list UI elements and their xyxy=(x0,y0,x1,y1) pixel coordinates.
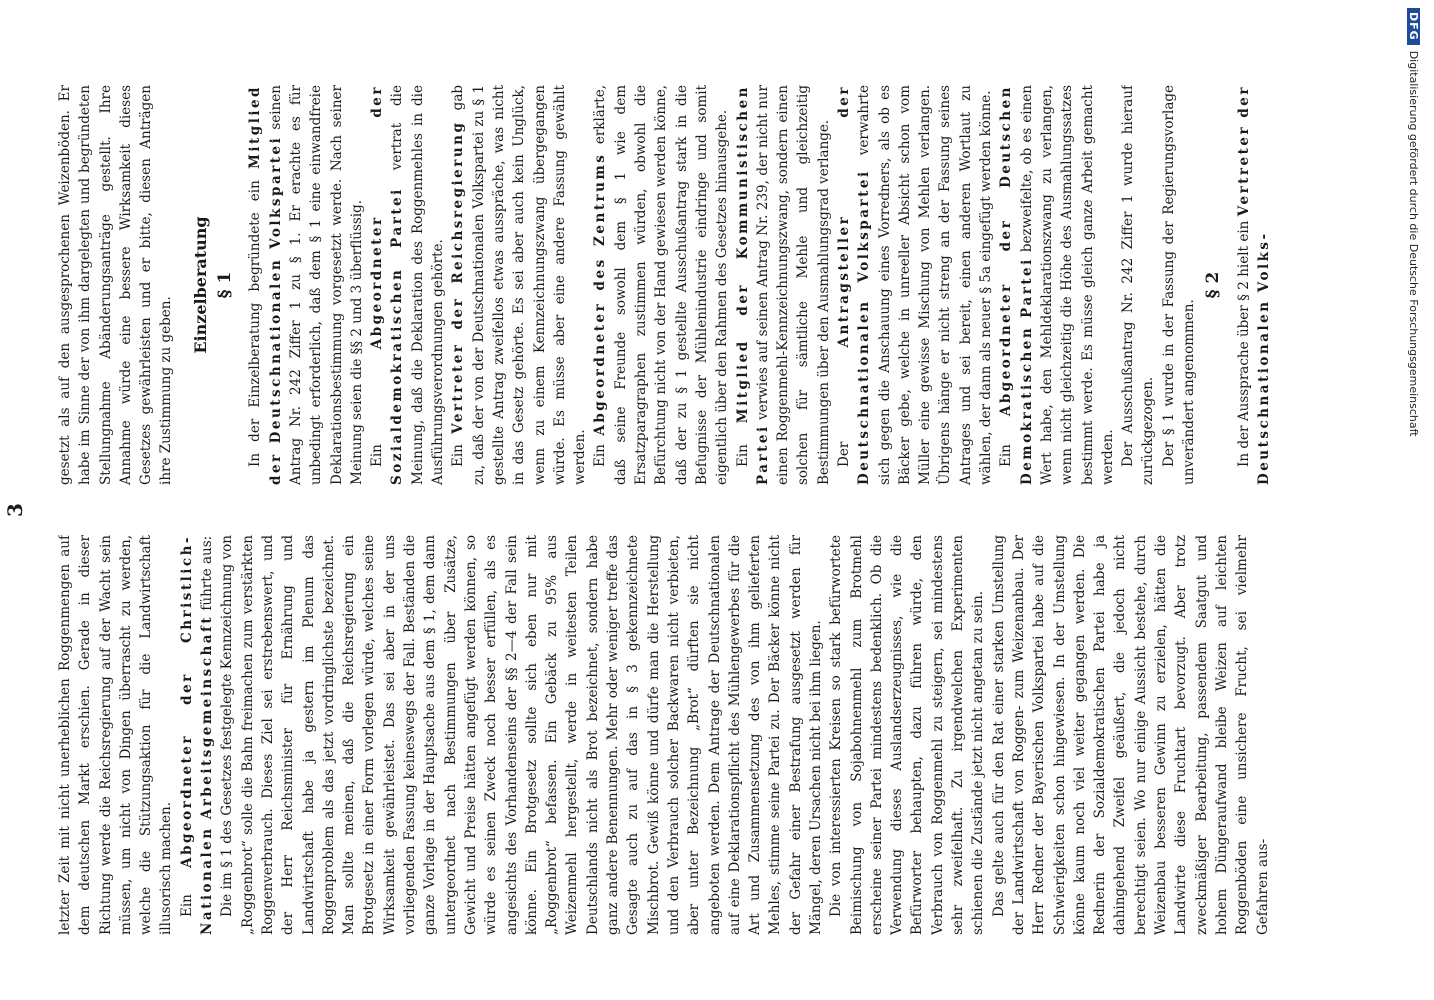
paragraph-text: bezweifelte, ob es einen Wert habe, den Mehldeklarationszwang zu verlangen, wenn nicht gleichzeitig die Höhe des Ausmahlungssatzes bestimmt werde. Es müsse gleich ganze Arbeit gemacht werden. xyxy=(1018,85,1116,485)
speaker-label: Mitglied der Kommunistischen Partei xyxy=(734,85,771,485)
paragraph xyxy=(367,85,448,485)
speaker-label: Abgeordneter der Deutschen Demokratischen Partei xyxy=(998,85,1035,485)
paragraph-lead: Ein xyxy=(450,444,467,467)
paragraph: Die von interessierten Kreisen so stark befürwortete Beimischung von Sojabohnenmehl zum Brotmehl erscheine seiner Partei mindestens bedenklich. Ob die Verwendung dieses Auslandserzeugnisses, wie die Befürworter behaupten, dazu führen würde, den Verbrauch von Roggenmehl zu steigern, sei mindestens sehr zweifelhaft. Zu irgendwelchen Experimenten schienen die Zustände jetzt nicht angetan zu sein. xyxy=(828,535,987,935)
paragraph: letzter Zeit mit nicht unerheblichen Roggenmengen auf dem deutschen Markt erschien. Gerade in dieser Richtung werde die Reichsregierung auf der Wacht sein müssen, um nicht von Dingen überrascht zu werden, welche die Stützungsaktion für die Landwirtschaft illusorisch machen. xyxy=(57,535,175,935)
paragraph-text: führte aus: xyxy=(199,535,216,611)
paragraph xyxy=(733,85,834,485)
speaker-label: Antragsteller der Deutschnationalen Volkspartei xyxy=(835,85,873,485)
speaker-label: Abgeordneter des Zentrums xyxy=(592,152,609,436)
document-page xyxy=(3,85,1345,935)
section-number: § 1 xyxy=(215,271,236,299)
paragraph-lead: Ein xyxy=(592,444,609,467)
speaker-label: Vertreter der Reichsregierung xyxy=(450,120,467,434)
paragraph-text: seinen Antrag Nr. 242 Ziffer 1 zu § 1. Er erachte es für unbedingt erforderlich, daß dem § 1 eine einwandfreie Deklarationsbestimmung vorgesetzt werde. Nach seiner Meinung seien die §§ 2 und 3 überflüssig. xyxy=(267,85,365,485)
paragraph: Der Ausschußantrag Nr. 242 Ziffer 1 wurde hierauf zurückgezogen. xyxy=(1120,85,1157,485)
speaker-label: Abgeordneter der Christlich-Nationalen Arbeitsgemeinschaft xyxy=(178,535,216,935)
paragraph xyxy=(177,535,218,935)
credit-text: Digitalisierung gefördert durch die Deutsche Forschungsgemeinschaft xyxy=(1407,50,1420,437)
speaker-label: Abgeordneter der Sozialdemokratischen Partei xyxy=(369,85,406,485)
section-heading: Einzelberatung xyxy=(190,216,210,354)
paragraph: Die im § 1 des Gesetzes festgelegte Kennzeichnung von „Roggenbrot“ solle die Bahn freimachen zum verstärkten Roggenverbrauch. Dieses Ziel sei erstrebenswert, und der Herr Reichsminister für Ernährung und Landwirtschaft habe ja gestern im Plenum das Roggenproblem als das jetzt vordringlichste bezeichnet. Man sollte meinen, daß die Reichsregierung ein Brotgesetz in einer Form vorlegen würde, welches seine Wirksamkeit gewährleistet. Das sei aber in der uns vorliegenden Fassung keineswegs der Fall. Beständen die ganze Vorlage in der Hauptsache aus dem § 1, dem dann untergeordnet nach Bestimmungen über Zusätze, Gewicht und Preise hätten angefügt werden können, so würde es seinen Zweck noch besser erfüllen, als es angesichts des Vorhandenseins der §§ 2—4 der Fall sein könne. Ein Brotgesetz sollte sich eben nur mit „Roggenbrot“ befassen. Ein Gebäck zu 95% aus Weizenmehl hergestellt, werde in weitesten Teilen Deutschlands nicht als Brot bezeichnet, sondern habe ganz andere Benennungen. Mehr oder weniger treffe das Gesagte auch zu auf das in § 3 gekennzeichnete Mischbrot. Gewiß könne und dürfe man die Herstellung und den Verbrauch solcher Backwaren nicht verbieten, aber unter Bezeichnung „Brot“ dürften sie nicht angeboten werden. Dem Antrage der Deutschnationalen auf eine Deklarationspflicht des Mühlengewerbes für die Art und Zusammensetzung des von ihm gelieferten Mehles, stimme seine Partei zu. Der Bäcker könne nicht der Gefahr einer Bestrafung ausgesetzt werden für Mängel, deren Ursachen nicht bei ihm liegen. xyxy=(219,535,824,935)
paragraph-text: erklärte, daß seine Freunde sowohl dem § 1 wie dem Ersatzparagraphen zustimmen würden, obwohl die Befürchtung nicht von der Hand gewiesen werden könne, daß der zu § 1 gestellte Ausschußantrag stark in die Befugnisse der Mühlenindustrie eindringe und somit eigentlich über den Rahmen des Gesetzes hinausgehe. xyxy=(592,85,731,485)
paragraph-text: gab zu, daß der von der Deutschnationalen Volkspartei zu § 1 gestellte Antrag zweifellos etwas ausspräche, was nicht in das Gesetz gehörte. Es sei aber auch kein Unglück, wenn zu einem Kennzeichnungszwang übergegangen würde. Es müsse aber eine andere Fassung gewählt werden. xyxy=(450,85,589,485)
speaker-label: Vertreter der Deutschnationalen Volks- xyxy=(1235,85,1272,485)
paragraph-lead: In der Aussprache über § 2 hielt ein xyxy=(1235,220,1252,467)
paragraph xyxy=(590,85,732,485)
paragraph xyxy=(448,85,590,485)
paragraph xyxy=(245,85,367,485)
section-number: § 2 xyxy=(1203,271,1224,299)
paragraph: Der § 1 wurde in der Fassung der Regierungsvorlage unverändert angenommen. xyxy=(1160,85,1198,485)
paragraph xyxy=(1234,85,1275,485)
paragraph-lead: In der Einzelberatung begründete ein xyxy=(247,180,264,467)
paragraph: Das gelte auch für den Rat einer starken Umstellung der Landwirtschaft von Roggen- zum Weizenanbau. Der Herr Redner der Bayerischen Volkspartei habe auf die Schwierigkeiten schon hingewiesen. In der Umstellung könne kaum noch viel weiter gegangen werden. Die Rednerin der Sozialdemokratischen Partei habe ja dahingehend Zweifel geäußert, die jedoch nicht berechtigt seien. Wo nur einige Aussicht bestehe, durch Weizenbau besseren Gewinn zu erzielen, hätten die Landwirte diese Fruchtart bevorzugt. Aber trotz zweckmäßiger Bearbeitung, passendem Saatgut und hohem Düngeraufwand bleibe Weizen auf leichten Roggenböden eine unsichere Frucht, sei vielmehr Gefahren aus- xyxy=(990,535,1271,935)
paragraph xyxy=(834,85,996,485)
paragraph-text: verwahrte sich gegen die Anschauung eines Vorredners, als ob es Bäcker gebe, welche in unreeller Absicht schon vom Müller eine gewisse Mischung von Mehlen verlangen. Übrigens hänge er nicht streng an der Fassung seines Antrages und sei bereit, einen anderen Wortlaut zu wählen, der dann als neuer § 5a eingefügt werden könne. xyxy=(856,85,995,485)
paragraph-lead: Ein xyxy=(178,894,195,917)
paragraph-lead: Ein xyxy=(998,444,1015,467)
page-number: 3 xyxy=(3,503,27,517)
paragraph-text: verwies auf seinen Antrag Nr. 239, der nicht nur einen Roggenmehl-Kennzeichnungszwang, sondern einen solchen für sämtliche Mehle und gleichzeitig Bestimmungen über den Ausmahlungsgrad verlange. xyxy=(754,85,832,485)
paragraph-lead: Ein xyxy=(734,444,751,467)
dfg-logo-icon: DFG xyxy=(1407,8,1420,45)
paragraph-lead: Ein xyxy=(369,444,386,467)
paragraph-lead: Der xyxy=(835,441,852,467)
digitization-credit xyxy=(1407,8,1420,437)
right-column xyxy=(55,85,1345,485)
left-column xyxy=(55,535,1345,935)
speaker-label: Mitglied der Deutschnationalen Volkspartei xyxy=(247,85,284,485)
paragraph xyxy=(996,85,1118,485)
paragraph-text: vertrat die Meinung, daß die Deklaration des Roggenmehles in die Ausführungsverordnungen gehörte. xyxy=(389,85,447,485)
paragraph: gesetzt als auf den ausgesprochenen Weizenböden. Er habe im Sinne der von ihm dargelegten und begründeten Stellungnahme Abänderungsanträge gestellt. Ihre Annahme würde eine bessere Wirksamkeit dieses Gesetzes gewährleisten und er bitte, diesen Anträgen ihre Zustimmung zu geben. xyxy=(57,85,175,485)
